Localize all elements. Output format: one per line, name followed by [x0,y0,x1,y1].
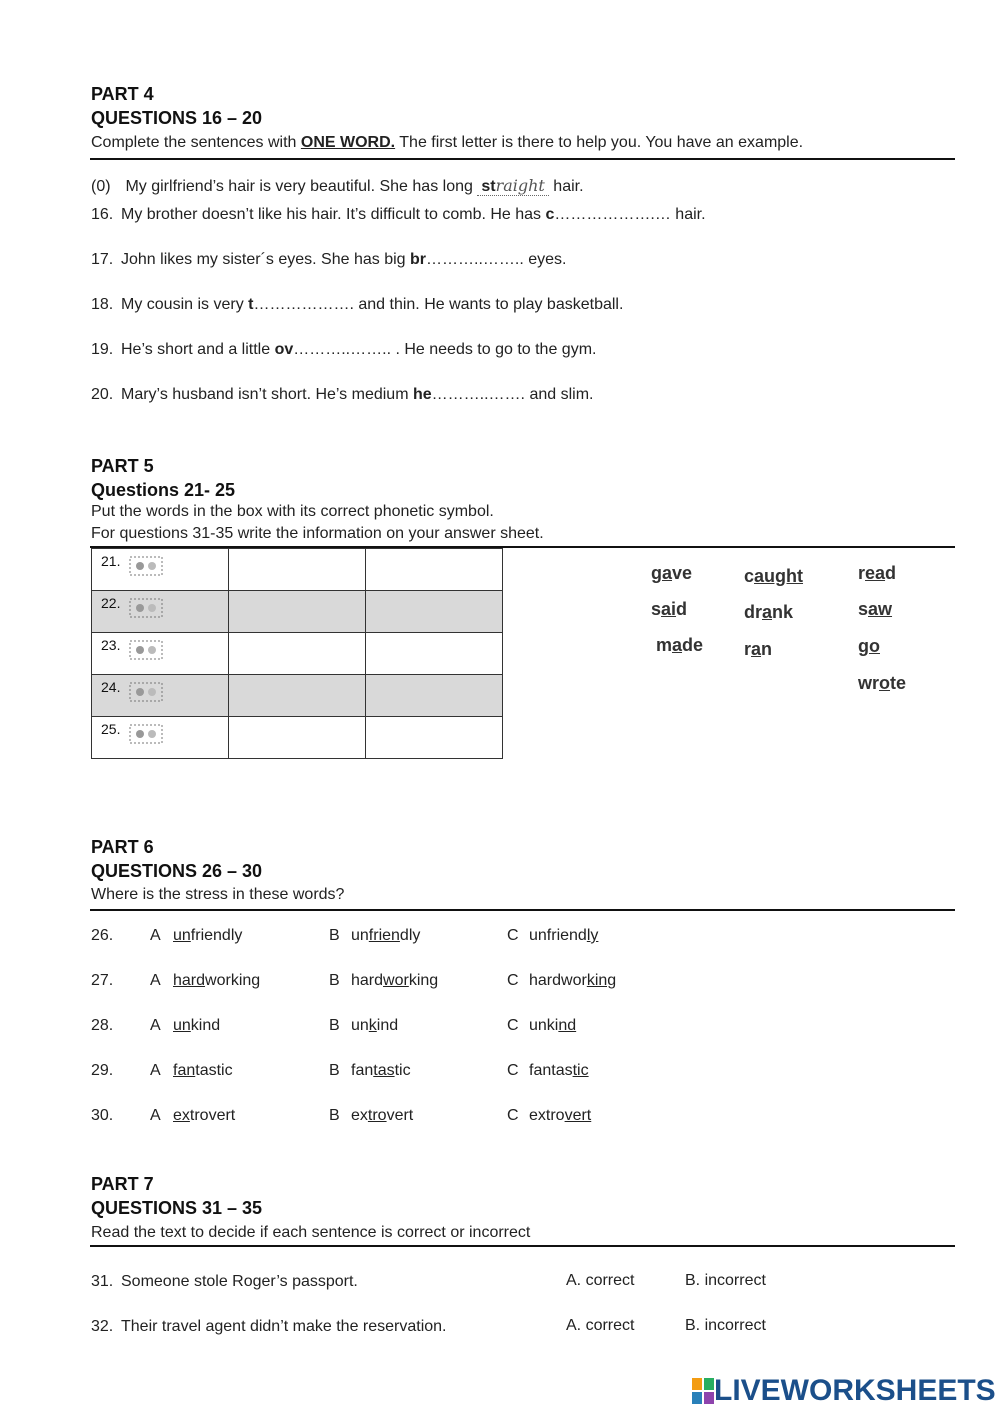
option-letter[interactable]: A [150,927,161,944]
option-word[interactable]: hardworking [351,972,439,989]
phonetic-symbol-image [124,675,168,709]
answer-blank[interactable]: ………..……. [431,386,525,403]
part7-title: PART 7 [91,1174,154,1194]
logo-text: LIVEWORKSHEETS [714,1374,996,1407]
answer-cell-1[interactable] [229,717,366,759]
option-letter[interactable]: A [150,1107,161,1124]
option-word[interactable]: unfriendly [351,927,421,944]
part7-instructions: Read the text to decide if each sentence is correct or incorrect [91,1224,531,1241]
answer-blank[interactable]: ……………….… [554,206,671,223]
answer-cell-2[interactable] [366,675,503,717]
answer-cell-1[interactable] [229,633,366,675]
phonetic-symbol-cell: 24. [92,675,229,717]
phonetic-row [92,717,503,759]
option-letter[interactable]: C [507,1062,519,1079]
word-option[interactable]: saw [858,599,893,619]
answer-cell-1[interactable] [229,675,366,717]
answer-cell-2[interactable] [366,633,503,675]
phonetic-row [92,675,503,717]
option-word[interactable]: unkind [529,1017,577,1034]
option-word[interactable]: extrovert [351,1107,414,1124]
question-20: 20. Mary’s husband isn’t short. He’s medium he………..……. and slim. [91,386,594,403]
answer-blank[interactable]: ………..…….. [426,251,524,268]
part4-instructions: Complete the sentences with ONE WORD. The first letter is there to help you. You have an example. [91,134,804,151]
question-17: 17. John likes my sister´s eyes. She has big br………..…….. eyes. [91,251,567,268]
liveworksheets-icon [692,1378,714,1404]
example-answer: raight [495,176,545,195]
statement: 32. Their travel agent didn’t make the reservation. [91,1318,447,1335]
phonetic-row [92,633,503,675]
part6-divider [90,909,955,911]
option-letter[interactable]: C [507,1017,519,1034]
option-word[interactable]: hardworking [529,972,617,989]
part7-divider [90,1245,955,1247]
option-letter[interactable]: A [150,1017,161,1034]
part4-example: (0) My girlfriend’s hair is very beautiful. She has long straight hair. [91,176,584,195]
phonetic-symbol-image [124,633,168,667]
answer-cell-1[interactable] [229,549,366,591]
part4-questions: QUESTIONS 16 – 20 [91,108,263,128]
option-word[interactable]: unfriendly [173,927,243,944]
option-letter[interactable]: B [329,1017,340,1034]
word-option[interactable]: wrote [858,673,907,693]
phonetic-symbol-image [124,591,168,625]
phonetic-symbol-image [124,717,168,751]
answer-cell-1[interactable] [229,591,366,633]
word-option[interactable]: go [858,636,880,656]
option-correct[interactable]: A. correct [566,1317,635,1334]
part7-questions: QUESTIONS 31 – 35 [91,1198,263,1218]
question-number: 27. [91,972,114,989]
option-letter[interactable]: C [507,972,519,989]
part4-title: PART 4 [91,84,154,104]
option-word[interactable]: extrovert [529,1107,592,1124]
answer-cell-2[interactable] [366,591,503,633]
phonetic-symbol-cell: 22. [92,591,229,633]
word-option[interactable]: caught [744,566,804,586]
option-word[interactable]: fantastic [529,1062,589,1079]
part6-questions: QUESTIONS 26 – 30 [91,861,263,881]
word-option[interactable]: ran [744,639,773,659]
option-letter[interactable]: B [329,1062,340,1079]
phonetic-symbol-cell: 25. [92,717,229,759]
answer-blank[interactable]: ………………. [253,296,354,313]
question-16: 16. My brother doesn’t like his hair. It’s difficult to comb. He has c……………….… hair. [91,206,706,223]
part6-title: PART 6 [91,837,154,857]
option-incorrect[interactable]: B. incorrect [685,1317,766,1334]
option-letter[interactable]: C [507,1107,519,1124]
option-word[interactable]: unfriendly [529,927,599,944]
option-letter[interactable]: B [329,972,340,989]
phonetic-symbol-cell: 23. [92,633,229,675]
phonetic-symbol-cell: 21. [92,549,229,591]
statement: 31. Someone stole Roger’s passport. [91,1273,358,1290]
phonetic-symbol-image [124,549,168,583]
question-18: 18. My cousin is very t………………. and thin. He wants to play basketball. [91,296,624,313]
option-word[interactable]: fantastic [173,1062,233,1079]
word-option[interactable]: said [651,599,688,619]
option-letter[interactable]: A [150,1062,161,1079]
option-letter[interactable]: B [329,1107,340,1124]
phonetic-table [91,548,503,759]
question-number: 30. [91,1107,114,1124]
option-word[interactable]: unkind [173,1017,221,1034]
liveworksheets-logo [692,1374,996,1408]
part5-instruction-2: For questions 31-35 write the information on your answer sheet. [91,525,544,542]
part5-questions: Questions 21- 25 [91,480,236,500]
word-option[interactable]: drank [744,602,794,622]
answer-cell-2[interactable] [366,717,503,759]
answer-blank[interactable]: ………..…….. [293,341,392,358]
question-19: 19. He’s short and a little ov………..…….. . He needs to go to the gym. [91,341,597,358]
option-letter[interactable]: C [507,927,519,944]
option-word[interactable]: hardworking [173,972,261,989]
question-number: 26. [91,927,114,944]
option-letter[interactable]: A [150,972,161,989]
option-word[interactable]: fantastic [351,1062,411,1079]
answer-cell-2[interactable] [366,549,503,591]
part4-divider [90,158,955,160]
word-option[interactable]: made [656,635,704,655]
part5-instruction-1: Put the words in the box with its correct phonetic symbol. [91,503,494,520]
option-word[interactable]: unkind [351,1017,399,1034]
phonetic-row [92,591,503,633]
part5-title: PART 5 [91,456,154,476]
question-number: 28. [91,1017,114,1034]
option-correct[interactable]: A. correct [566,1272,635,1289]
word-option[interactable]: gave [651,563,693,583]
word-option[interactable]: read [858,563,897,583]
part6-instructions: Where is the stress in these words? [91,886,345,903]
option-letter[interactable]: B [329,927,340,944]
question-number: 29. [91,1062,114,1079]
option-incorrect[interactable]: B. incorrect [685,1272,766,1289]
option-word[interactable]: extrovert [173,1107,236,1124]
phonetic-row [92,549,503,591]
